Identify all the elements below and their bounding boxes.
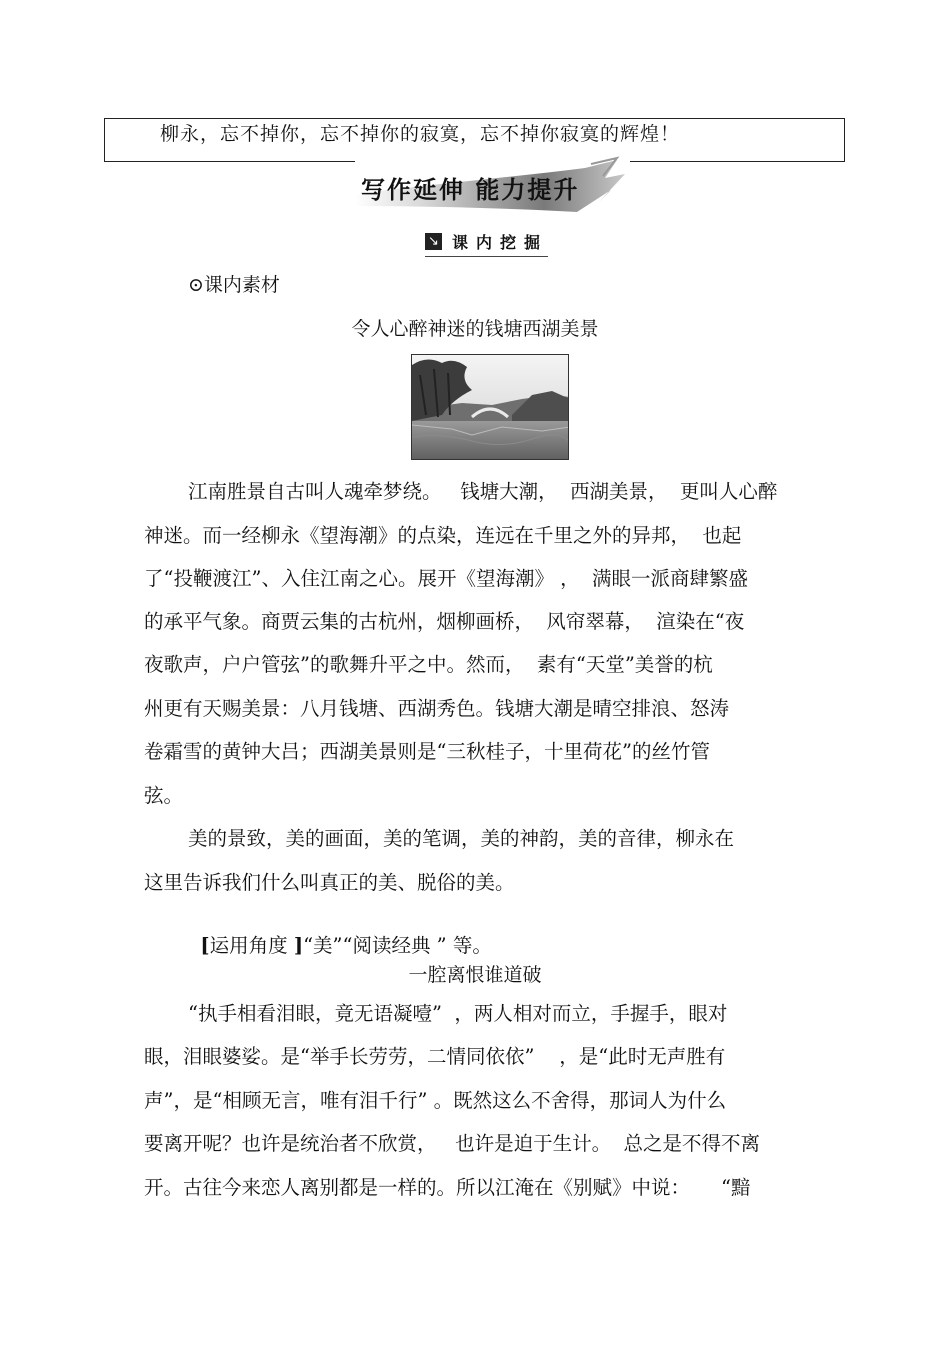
article-heading-1: 令人心醉神迷的钱塘西湖美景 bbox=[351, 318, 599, 340]
sub-banner bbox=[425, 228, 548, 257]
paragraph-1-line: 的承平气象。商贾云集的古杭州，烟柳画桥， 风帘翠幕， 渲染在“夜 bbox=[144, 610, 745, 633]
west-lake-photo bbox=[411, 354, 569, 460]
paragraph-3-line: 要离开呢？也许是统治者不欣赏， 也许是迫于生计。 总之是不得不离 bbox=[144, 1132, 760, 1155]
section-label: ⊙课内素材 bbox=[188, 274, 280, 296]
article-heading-2: 一腔离恨谁道破 bbox=[408, 964, 542, 986]
paragraph-3-line: 眼，泪眼婆娑。是“举手长劳劳，二情同依依” ，是“此时无声胜有 bbox=[144, 1045, 726, 1068]
paragraph-3-line: “执手相看泪眼，竟无语凝噎” ，两人相对而立，手握手，眼对 bbox=[188, 1002, 728, 1025]
usage-bracket-open: [ bbox=[200, 933, 210, 957]
paragraph-3-line: 声”，是“相顾无言，唯有泪千行” 。既然这么不舍得，那词人为什么 bbox=[144, 1089, 727, 1112]
usage-label: 运用角度 bbox=[209, 933, 294, 957]
banner-title: 写作延伸 能力提升 bbox=[361, 176, 580, 204]
section-banner bbox=[355, 156, 630, 216]
top-quote: 柳永，忘不掉你，忘不掉你的寂寞，忘不掉你寂寞的辉煌！ bbox=[160, 123, 681, 145]
paragraph-1-line: 江南胜景自古叫人魂牵梦绕。 钱塘大潮， 西湖美景， 更叫人心醉 bbox=[188, 480, 778, 503]
paragraph-1-line: 卷霜雪的黄钟大吕；西湖美景则是“三秋桂子，十里荷花”的丝竹管 bbox=[144, 740, 710, 763]
paragraph-1-line: 弦。 bbox=[144, 784, 184, 807]
paragraph-1-line: 州更有天赐美景：八月钱塘、西湖秀色。钱塘大潮是晴空排浪、怒涛 bbox=[144, 697, 730, 720]
paragraph-1-line: 了“投鞭渡江”、入住江南之心。展开《望海潮》 ， 满眼一派商肆繁盛 bbox=[144, 567, 749, 590]
paragraph-3-line: 开。古往今来恋人离别都是一样的。所以江淹在《别赋》中说： “黯 bbox=[144, 1176, 751, 1199]
sub-banner-title: 课内挖掘 bbox=[452, 232, 549, 252]
paragraph-2-line: 这里告诉我们什么叫真正的美、脱俗的美。 bbox=[144, 871, 515, 894]
usage-angle bbox=[188, 916, 492, 955]
paragraph-2-line: 美的景致，美的画面，美的笔调，美的神韵，美的音律，柳永在 bbox=[188, 827, 735, 850]
usage-text: “美”“阅读经典 ” 等。 bbox=[303, 933, 492, 957]
paragraph-1-line: 神迷。而一经柳永《望海潮》的点染，连远在千里之外的异邦， 也起 bbox=[144, 524, 742, 547]
usage-bracket-close: ] bbox=[293, 933, 304, 957]
paragraph-1-line: 夜歌声，户户管弦”的歌舞升平之中。然而， 素有“天堂”美誉的杭 bbox=[144, 653, 713, 676]
arrow-down-right-icon: ↘ bbox=[425, 233, 442, 250]
